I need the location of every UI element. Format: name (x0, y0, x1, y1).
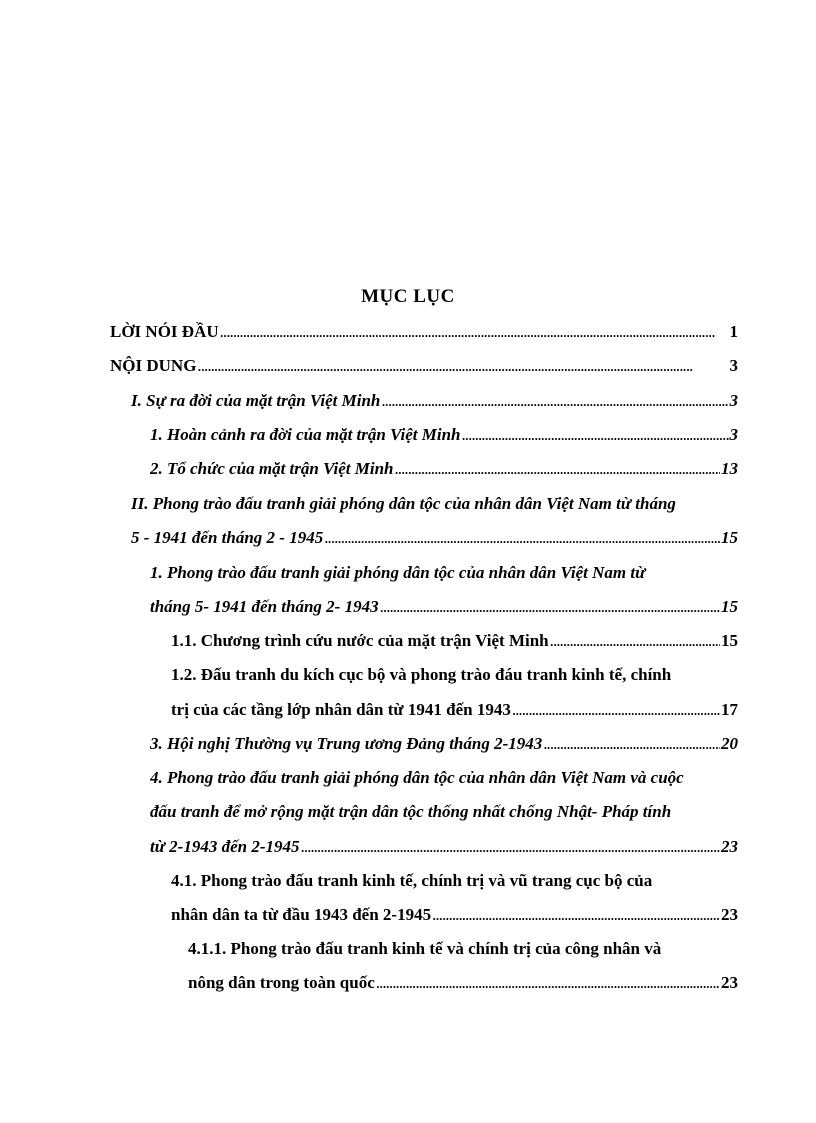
toc-entry-loi-noi-dau[interactable] (110, 322, 738, 346)
toc-leader-dots (380, 597, 720, 617)
toc-entry-section-2-4-1-1[interactable] (188, 939, 738, 963)
toc-entry-text: trị của các tầng lớp nhân dân từ 1941 đến 1943 (171, 700, 511, 719)
toc-entry-text: LỜI NÓI ĐẦU (110, 322, 219, 341)
toc-entry-text: 4. Phong trào đấu tranh giải phóng dân tộc của nhân dân Việt Nam và cuộc (150, 768, 684, 787)
toc-leader-dots (300, 837, 720, 857)
toc-page-number: 13 (721, 459, 738, 478)
toc-page-number: 15 (721, 631, 738, 650)
toc-entry-section-2-4-cont2[interactable] (150, 837, 738, 861)
toc-entry-text: 1.1. Chương trình cứu nước của mặt trận Việt Minh (171, 631, 549, 650)
toc-leader-dots (512, 700, 720, 720)
toc-entry-text: II. Phong trào đấu tranh giải phóng dân tộc của nhân dân Việt Nam từ tháng (131, 494, 676, 513)
toc-title: MỤC LỤC (361, 286, 455, 307)
toc-entry-section-1-1[interactable] (150, 425, 738, 449)
toc-entry-text: 3. Hội nghị Thường vụ Trung ương Đảng tháng 2-1943 (150, 734, 543, 753)
toc-leader-dots (324, 528, 720, 548)
toc-entry-text: 5 - 1941 đến tháng 2 - 1945 (131, 528, 324, 547)
toc-entry-section-2-4-cont1[interactable] (150, 802, 738, 826)
toc-entry-section-1-2[interactable] (150, 459, 738, 483)
toc-entry-text: đấu tranh để mở rộng mặt trận dân tộc thống nhất chống Nhật- Pháp tính (150, 802, 672, 821)
toc-page-number: 1 (729, 322, 738, 341)
toc-entry-section-2[interactable] (131, 494, 738, 518)
toc-leader-dots (550, 631, 720, 651)
toc-leader-dots (395, 459, 721, 479)
toc-page-number: 3 (729, 356, 738, 375)
toc-leader-dots (543, 734, 720, 754)
toc-page-number: 23 (721, 837, 738, 856)
toc-entry-text: 1. Phong trào đấu tranh giải phóng dân tộc của nhân dân Việt Nam từ (150, 563, 646, 582)
toc-page-number: 23 (721, 905, 738, 924)
toc-entry-section-2-1-cont[interactable] (150, 597, 738, 621)
toc-page-number: 3 (729, 391, 738, 410)
toc-page-number: 3 (729, 425, 738, 444)
toc-entry-section-2-4-1-1-cont[interactable] (188, 973, 738, 997)
toc-entry-text: I. Sự ra đời của mặt trận Việt Minh (131, 391, 381, 410)
toc-page-number: 17 (721, 700, 738, 719)
toc-entry-text: 4.1. Phong trào đấu tranh kinh tế, chính trị và vũ trang cục bộ của (171, 871, 653, 890)
toc-leader-dots (381, 391, 728, 411)
toc-entry-text: nông dân trong toàn quốc (188, 973, 375, 992)
toc-page-number: 15 (721, 597, 738, 616)
toc-entry-text: nhân dân ta từ đầu 1943 đến 2-1945 (171, 905, 432, 924)
toc-entry-text: 1. Hoàn cảnh ra đời của mặt trận Việt Minh (150, 425, 461, 444)
toc-entry-section-2-cont[interactable] (131, 528, 738, 552)
toc-entry-section-2-3[interactable] (150, 734, 738, 758)
toc-entry-section-2-4[interactable] (150, 768, 738, 792)
toc-entry-text: NỘI DUNG (110, 356, 197, 375)
toc-leader-dots (220, 322, 729, 342)
toc-page-number: 20 (721, 734, 738, 753)
toc-entry-section-2-1-1[interactable] (171, 631, 738, 655)
toc-entry-section-2-1-2-cont[interactable] (171, 700, 738, 724)
toc-leader-dots (197, 356, 728, 376)
toc-entry-section-1[interactable] (131, 391, 738, 415)
toc-page-number: 15 (721, 528, 738, 547)
toc-entry-section-2-4-1[interactable] (171, 871, 738, 895)
toc-entry-text: 4.1.1. Phong trào đấu tranh kinh tế và chính trị của công nhân và (188, 939, 662, 958)
toc-entry-section-2-1-2[interactable] (171, 665, 738, 689)
toc-entry-text: tháng 5- 1941 đến tháng 2- 1943 (150, 597, 379, 616)
toc-entry-noi-dung[interactable] (110, 356, 738, 380)
toc-entry-text: từ 2-1943 đến 2-1945 (150, 837, 300, 856)
toc-entry-text: 2. Tổ chức của mặt trận Việt Minh (150, 459, 394, 478)
toc-leader-dots (461, 425, 728, 445)
toc-entry-section-2-1[interactable] (150, 563, 738, 587)
toc-leader-dots (432, 905, 720, 925)
toc-leader-dots (376, 973, 720, 993)
toc-entry-text: 1.2. Đấu tranh du kích cục bộ và phong trào đáu tranh kinh tế, chính (171, 665, 672, 684)
toc-entry-section-2-4-1-cont[interactable] (171, 905, 738, 929)
toc-page-number: 23 (721, 973, 738, 992)
